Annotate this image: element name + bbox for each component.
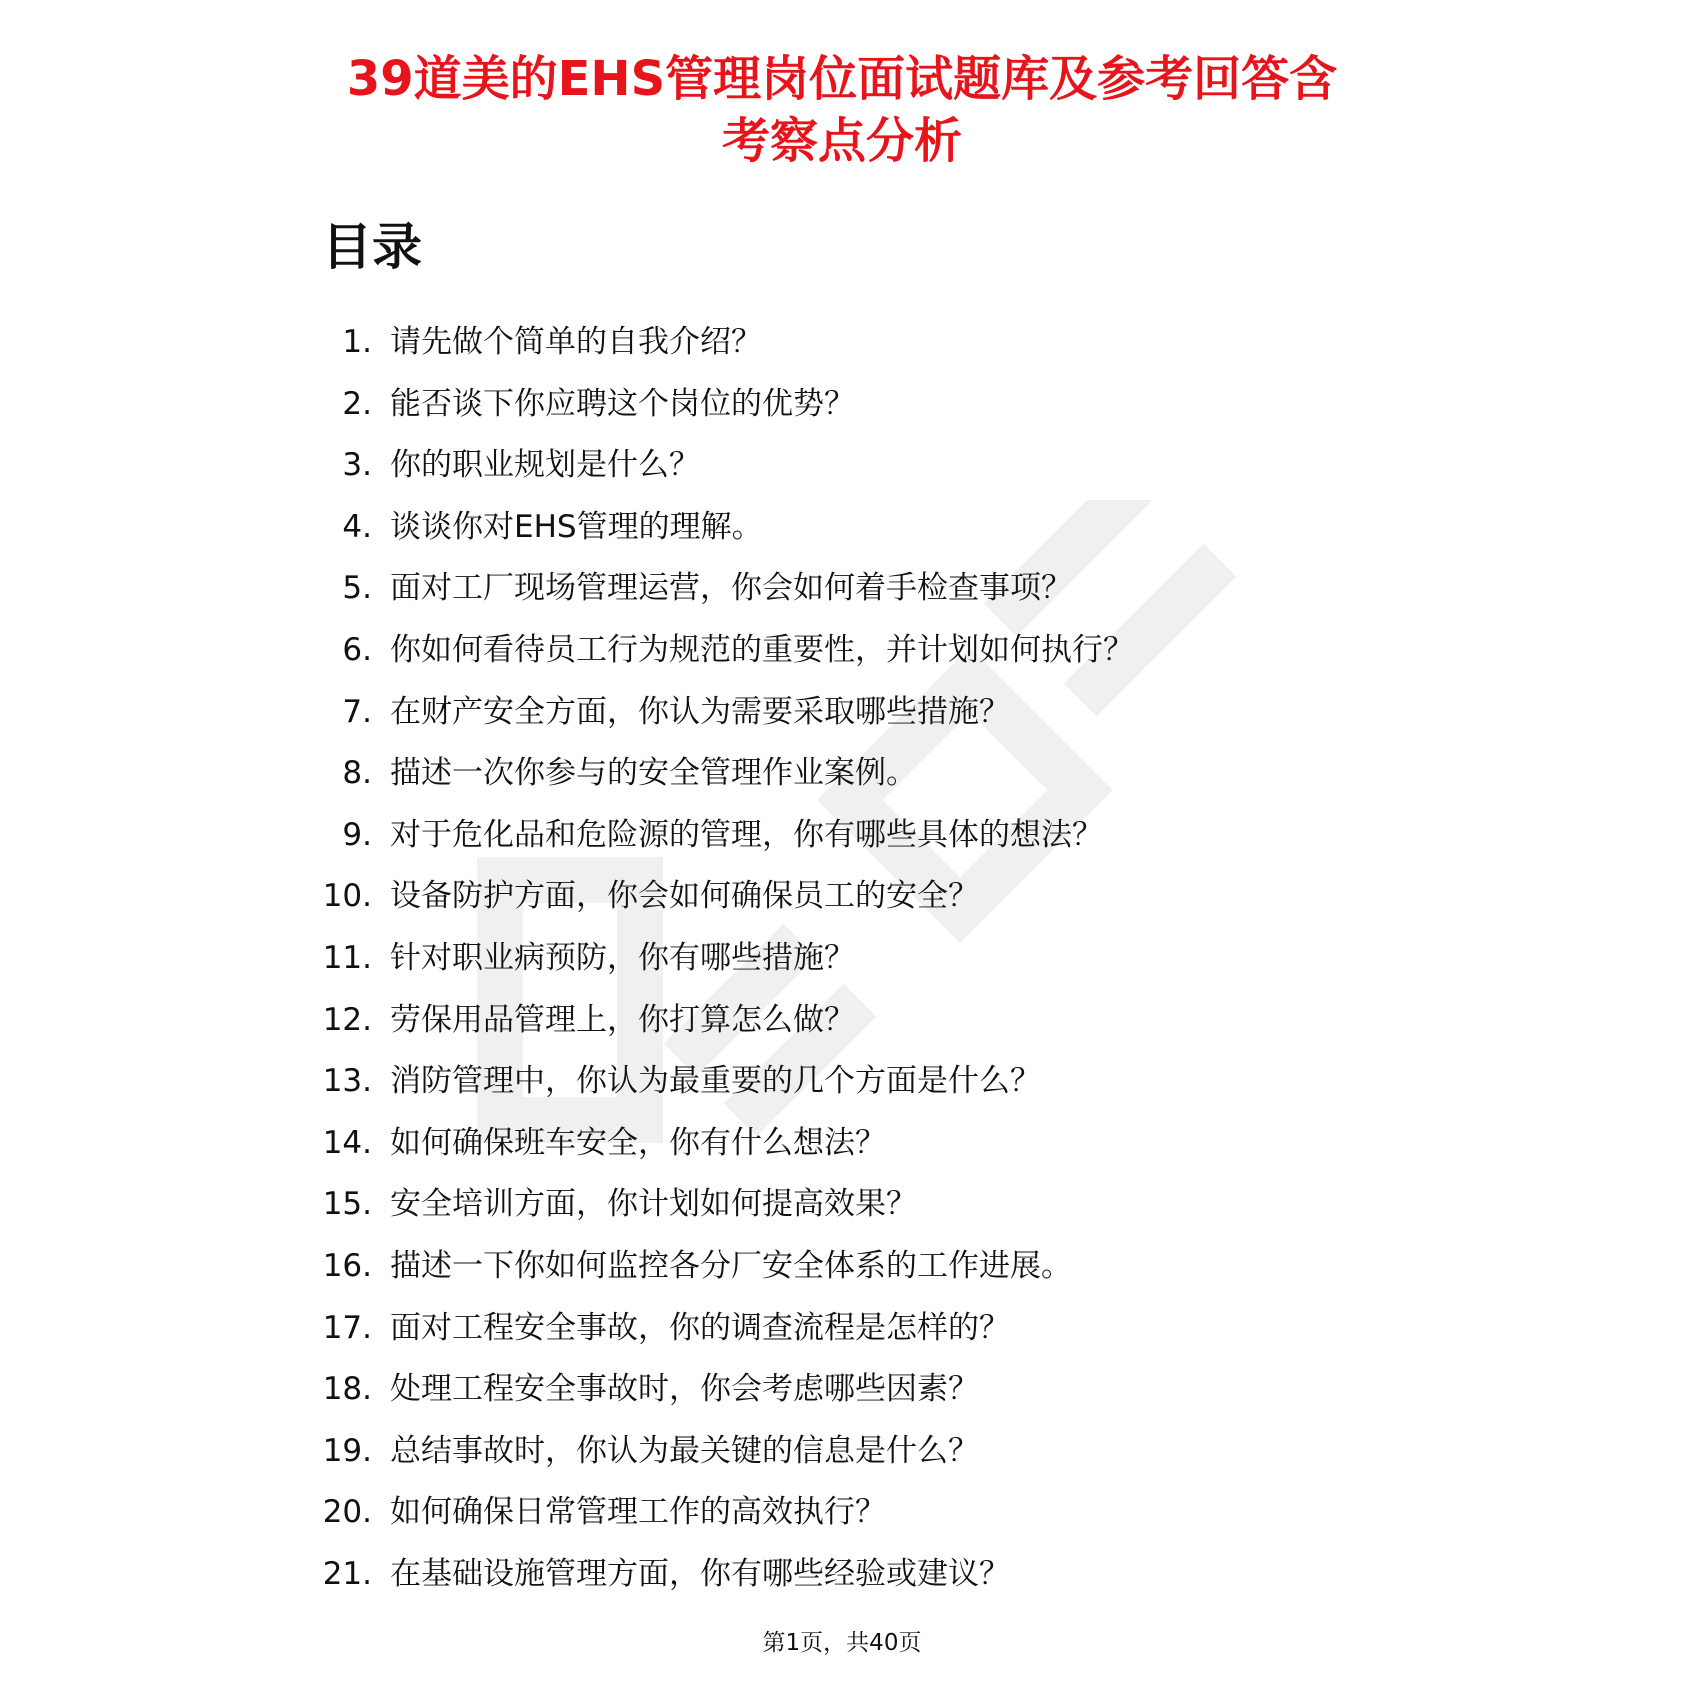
toc-item[interactable]: [300, 807, 1400, 869]
toc-item-text: 如何确保班车安全，你有什么想法？: [390, 1124, 886, 1161]
toc-item-text: 针对职业病预防，你有哪些措施？: [390, 939, 855, 976]
toc-item-number: 4.: [342, 508, 372, 545]
toc-item-text: 消防管理中，你认为最重要的几个方面是什么？: [390, 1063, 1041, 1100]
toc-heading: 目录: [322, 218, 422, 276]
toc-item-number: 6.: [342, 631, 372, 668]
toc-item-number: 14.: [322, 1124, 372, 1161]
toc-item-text: 能否谈下你应聘这个岗位的优势？: [390, 385, 855, 422]
toc-item-text: 谈谈你对EHS管理的理解。: [390, 508, 763, 545]
toc-item[interactable]: [300, 1546, 1400, 1608]
toc-item-number: 1.: [342, 324, 372, 360]
toc-item-text: 劳保用品管理上，你打算怎么做？: [390, 1001, 855, 1038]
toc-item[interactable]: [300, 499, 1400, 561]
document-title: [0, 48, 1684, 172]
toc-item-number: 5.: [342, 570, 372, 607]
toc-item-number: 3.: [342, 447, 372, 484]
toc-item-text: 在财产安全方面，你认为需要采取哪些措施？: [390, 693, 1010, 730]
toc-item-number: 12.: [322, 1001, 372, 1038]
page-number-footer: 第1页，共40页: [762, 1630, 922, 1656]
toc-item-number: 13.: [322, 1063, 372, 1100]
document-title-line2: 考察点分析: [721, 113, 962, 169]
toc-item[interactable]: [300, 745, 1400, 807]
toc-item[interactable]: [300, 1300, 1400, 1362]
toc-item-number: 7.: [342, 693, 372, 730]
toc-item[interactable]: [300, 868, 1400, 930]
toc-item-number: 10.: [322, 878, 372, 915]
toc-item-number: 20.: [322, 1494, 372, 1531]
toc-item[interactable]: [300, 1484, 1400, 1546]
toc-item[interactable]: [300, 376, 1400, 438]
toc-item[interactable]: [300, 1115, 1400, 1177]
toc-item[interactable]: [300, 1053, 1400, 1115]
toc-item-number: 16.: [322, 1247, 372, 1284]
toc-item-text: 处理工程安全事故时，你会考虑哪些因素？: [390, 1371, 979, 1408]
toc-item[interactable]: [300, 930, 1400, 992]
toc-item-text: 在基础设施管理方面，你有哪些经验或建议？: [390, 1555, 1010, 1592]
toc-item-text: 面对工厂现场管理运营，你会如何着手检查事项？: [390, 570, 1072, 607]
toc-item-text: 安全培训方面，你计划如何提高效果？: [390, 1186, 917, 1223]
toc-item[interactable]: [300, 1238, 1400, 1300]
toc-item-number: 21.: [322, 1555, 372, 1592]
toc-item-text: 请先做个简单的自我介绍？: [390, 324, 762, 360]
toc-item-number: 18.: [322, 1371, 372, 1408]
toc-item[interactable]: [300, 437, 1400, 499]
toc-item[interactable]: [300, 1423, 1400, 1485]
toc-item[interactable]: [300, 314, 1400, 376]
toc-item-number: 9.: [342, 816, 372, 853]
toc-item[interactable]: [300, 684, 1400, 746]
toc-item-text: 如何确保日常管理工作的高效执行？: [390, 1494, 886, 1531]
toc-item-text: 设备防护方面，你会如何确保员工的安全？: [390, 878, 979, 915]
toc-item[interactable]: [300, 560, 1400, 622]
toc-item-text: 你如何看待员工行为规范的重要性，并计划如何执行？: [390, 631, 1134, 668]
toc-item-number: 19.: [322, 1432, 372, 1469]
toc-item[interactable]: [300, 992, 1400, 1054]
toc-item[interactable]: [300, 1176, 1400, 1238]
toc-item[interactable]: [300, 622, 1400, 684]
toc-item-text: 你的职业规划是什么？: [390, 447, 700, 484]
document-title-line1: 39道美的EHS管理岗位面试题库及参考回答含: [346, 51, 1338, 107]
toc-item-text: 描述一下你如何监控各分厂安全体系的工作进展。: [390, 1247, 1072, 1284]
toc-item-number: 2.: [342, 385, 372, 422]
toc-item-number: 8.: [342, 755, 372, 792]
toc-item-number: 11.: [322, 939, 372, 976]
toc-item[interactable]: [300, 1361, 1400, 1423]
toc-item-text: 面对工程安全事故，你的调查流程是怎样的？: [390, 1309, 1010, 1346]
toc-list: [300, 314, 1400, 1607]
toc-item-number: 17.: [322, 1309, 372, 1346]
toc-item-text: 描述一次你参与的安全管理作业案例。: [390, 755, 917, 792]
toc-item-text: 对于危化品和危险源的管理，你有哪些具体的想法？: [390, 816, 1103, 853]
toc-item-number: 15.: [322, 1186, 372, 1223]
toc-item-text: 总结事故时，你认为最关键的信息是什么？: [390, 1432, 979, 1469]
